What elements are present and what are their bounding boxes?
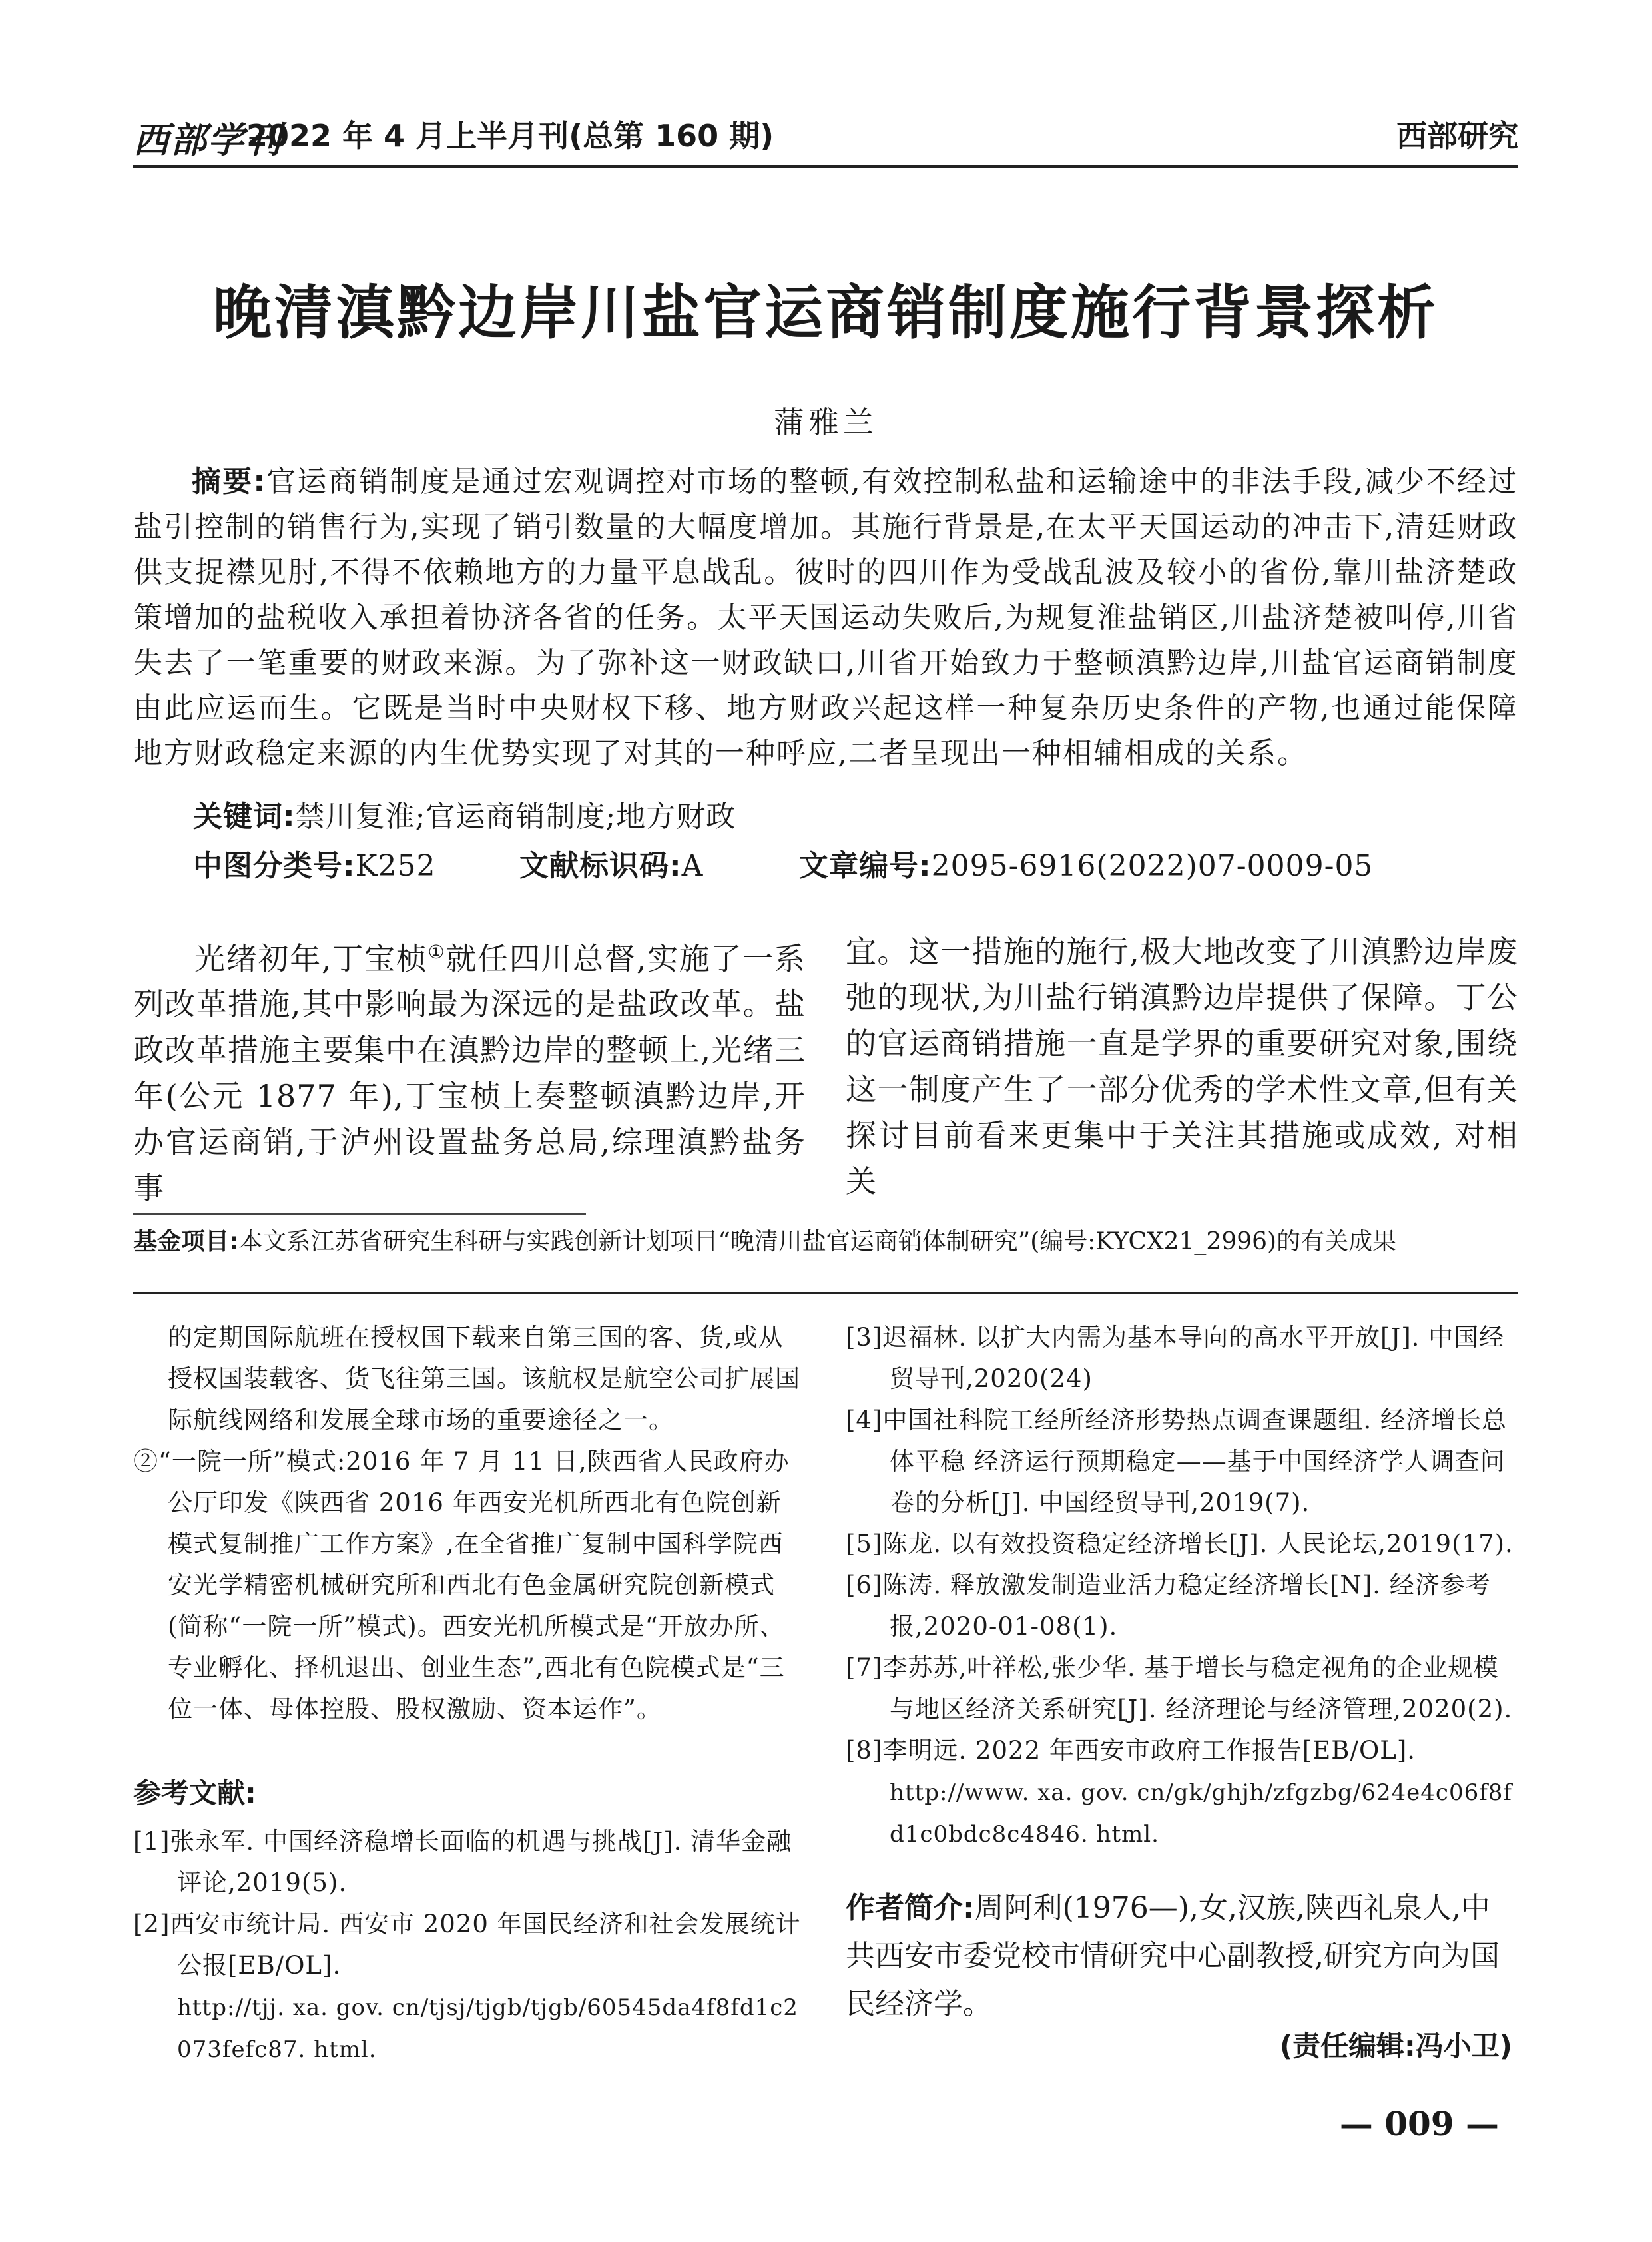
fund-label: 基金项目:	[133, 1228, 239, 1255]
reference-item: [5]陈龙. 以有效投资稳定经济增长[J]. 人民论坛,2019(17).	[846, 1530, 1514, 1558]
body-left-column	[133, 929, 806, 1211]
author-bio-text: 周阿利(1976—),女,汉族,陕西礼泉人,中共西安市委党校市情研究中心副教授,研究方向为国民经济学。	[846, 1891, 1500, 2021]
abstract-label: 摘要:	[192, 465, 266, 499]
body-text: 光绪初年,丁宝桢	[194, 940, 428, 977]
responsible-editor: (责任编辑:冯小卫)	[1279, 2030, 1512, 2062]
keywords	[193, 792, 736, 835]
references-left	[133, 1821, 806, 2070]
fund-text: 本文系江苏省研究生科研与实践创新计划项目“晚清川盐官运商销体制研究”(编号:KYCX21_2996)的有关成果	[238, 1228, 1397, 1255]
abstract-text: 官运商销制度是通过宏观调控对市场的整顿,有效控制私盐和运输途中的非法手段,减少不经过盐引控制的销售行为,实现了销引数量的大幅度增加。其施行背景是,在太平天国运动的冲击下,清廷财政供支捉襟见肘,不得不依赖地方的力量平息战乱。彼时的四川作为受战乱波及较小的省份,靠川盐济楚政策增加的盐税收入承担着协济各省的任务。太平天国运动失败后,为规复淮盐销区,川盐济楚被叫停,川省失去了一笔重要的财政来源。为了弥补这一财政缺口,川省开始致力于整顿滇黔边岸,川盐官运商销制度由此应运而生。它既是当时中央财权下移、地方财政兴起这样一种复杂历史条件的产物,也通过能保障地方财政稳定来源的内生优势实现了对其的一种呼应,二者呈现出一种相辅相成的关系。	[133, 465, 1518, 770]
reference-item: [8]李明远. 2022 年西安市政府工作报告[EB/OL]. http://www. xa. gov. cn/gk/ghjh/zfgzbg/624e4c06f8fd1c0bdc8c4846. html.	[846, 1736, 1513, 1848]
footnote-rule	[133, 1213, 586, 1215]
reference-item: [1]张永军. 中国经济稳增长面临的机遇与挑战[J]. 清华金融评论,2019(5).	[133, 1827, 792, 1897]
issue-info: 2022 年 4 月上半月刊(总第 160 期)	[246, 118, 774, 154]
clc-number	[193, 842, 435, 884]
reference-item: [4]中国社科院工经所经济形势热点调查课题组. 经济增长总体平稳 经济运行预期稳定——基于中国经济学人调查问卷的分析[J]. 中国经贸导刊,2019(7).	[846, 1406, 1507, 1517]
clc-label: 中图分类号:	[193, 849, 356, 883]
article-title: 晚清滇黔边岸川盐官运商销制度施行背景探析	[212, 278, 1438, 347]
footnote-continued: 的定期国际航班在授权国下载来自第三国的客、货,或从授权国装载客、货飞往第三国。该航权是航空公司扩展国际航线网络和发展全球市场的重要途径之一。	[168, 1323, 800, 1434]
document-code	[519, 842, 703, 884]
doc-code-label: 文献标识码:	[519, 849, 682, 883]
fund-note	[133, 1225, 1518, 1259]
doc-code-value: A	[681, 849, 704, 883]
references-heading: 参考文献:	[133, 1777, 256, 1809]
body-text: 就任四川总督,实施了一系列改革措施,其中影响最为深远的是盐政改革。盐政改革措施主要集中在滇黔边岸的整顿上,光绪三年(公元 1877 年),丁宝桢上奏整顿滇黔边岸,开办官运商销,于泸州设置盐务总局,综理滇黔盐务事	[133, 940, 806, 1207]
keywords-text: 禁川复淮;官运商销制度;地方财政	[295, 800, 736, 834]
reference-item: [2]西安市统计局. 西安市 2020 年国民经济和社会发展统计公报[EB/OL]. http://tjj. xa. gov. cn/tjsj/tjgb/tjgb/60545da4f8fd1c2073fefc87. html.	[133, 1910, 801, 2063]
body-right-column: 宜。这一措施的施行,极大地改变了川滇黔边岸废弛的现状,为川盐行销滇黔边岸提供了保障。丁公的官运商销措施一直是学界的重要研究对象,围绕这一制度产生了一部分优秀的学术性文章,但有关探讨目前看来更集中于关注其措施或成效, 对相关	[846, 934, 1518, 1199]
article-no-label: 文章编号:	[799, 849, 932, 883]
reference-url[interactable]: http://www. xa. gov. cn/gk/ghjh/zfgzbg/624e4c06f8fd1c0bdc8c4846. html.	[890, 1779, 1513, 1848]
reference-item: [6]陈涛. 释放激发制造业活力稳定经济增长[N]. 经济参考报,2020-01-08(1).	[846, 1571, 1491, 1641]
section-divider	[133, 1292, 1518, 1294]
reference-item: [7]李苏苏,叶祥松,张少华. 基于增长与稳定视角的企业规模与地区经济关系研究[J]. 经济理论与经济管理,2020(2).	[846, 1653, 1513, 1723]
author-bio	[846, 1884, 1518, 2028]
header-rule	[133, 165, 1518, 168]
page-number: — 009 —	[1339, 2104, 1499, 2143]
reference-url[interactable]: http://tjj. xa. gov. cn/tjsj/tjgb/tjgb/60545da4f8fd1c2073fefc87. html.	[177, 1994, 798, 2063]
article-no-value: 2095-6916(2022)07-0009-05	[931, 849, 1374, 883]
clc-value: K252	[355, 849, 436, 883]
journal-name: 西部学刊	[133, 119, 282, 161]
abstract	[133, 459, 1518, 776]
reference-item: [3]迟福林. 以扩大内需为基本导向的高水平开放[J]. 中国经贸导刊,2020(24)	[846, 1323, 1505, 1393]
author-bio-label: 作者简介:	[846, 1891, 975, 1925]
author-name: 蒲雅兰	[774, 404, 878, 440]
keywords-label: 关键词:	[193, 800, 296, 834]
footnotes	[133, 1317, 806, 1730]
footnote-2: ②“一院一所”模式:2016 年 7 月 11 日,陕西省人民政府办公厅印发《陕西省 2016 年西安光机所西北有色院创新模式复制推广工作方案》,在全省推广复制中国科学院西安光学精密机械研究所和西北有色金属研究院创新模式(简称“一院一所”模式)。西安光机所模式是“开放办所、专业孵化、择机退出、创业生态”,西北有色院模式是“三位一体、母体控股、股权激励、资本运作”。	[133, 1447, 790, 1723]
references-right	[846, 1317, 1518, 1855]
article-number	[799, 842, 1373, 884]
section-name: 西部研究	[1396, 118, 1519, 154]
footnote-marker: ①	[427, 941, 446, 963]
